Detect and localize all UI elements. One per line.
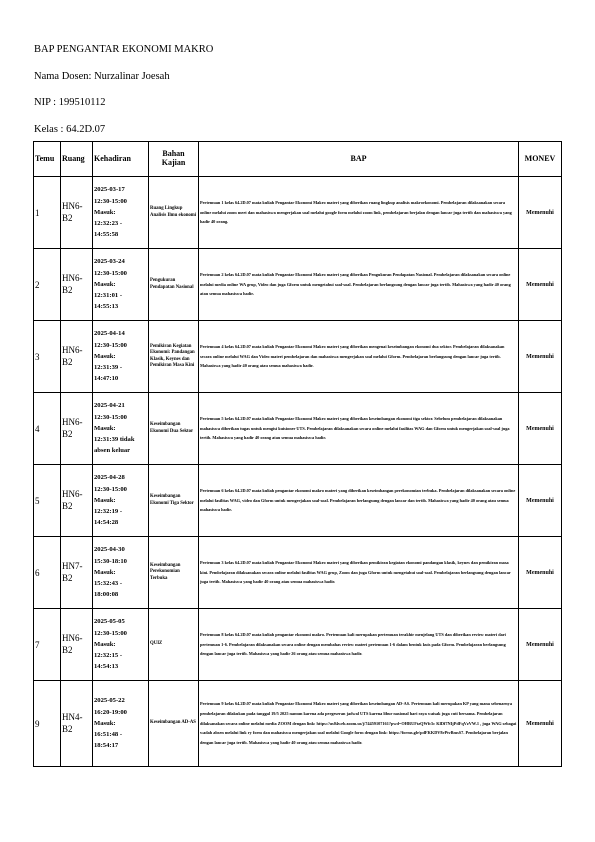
kehadiran-line: 12:31:39 tidak [94,436,135,444]
cell-ruang [61,609,93,681]
kehadiran-line: Masuk: [94,208,116,216]
kehadiran-line: 12:32:19 - [94,508,123,516]
kehadiran-line: 14:54:28 [94,519,119,527]
ruang-line: HN6- [62,633,83,644]
kehadiran-line: 2025-04-28 [94,474,125,482]
cell-temu: 1 [34,177,61,249]
cell-bap: Pertemuan 6 kelas 64.2D.07 mata kuliah pengantar ekonomi makro materi yang diberikan keseimbangan perekonomian terbuka. Pembelajaran dilaksanakan secara online melalui fasilitas WAG, video dan Gform untuk mengerjakan soal-soal. Pembelajaran berlangsung dengan lancar dan tertib. Mahasiswa yang hadir 40 orang atau semua mahasiswa hadir. [199,465,519,537]
kehadiran-line: 12:30-15:00 [94,413,127,421]
kehadiran-line: 2025-04-21 [94,402,125,410]
ruang-line: HN4- [62,712,83,723]
cell-bap: Pertemuan 8 kelas 64.2D.07 mata kuliah pengantar ekonomi makro. Pertemuan kali merupakan pertemuan terakhir menjelang UTS dan diberikan review materi dari pertemuan 1-6. Pembelajaran dilaksanakan secara online dengan membahas review materi pertemuan 1-6 dalam bentuk kuis pada Gform. Pembelajaran berlangsung dengan lancar juga tertib. Mahasiswa yang hadir 26 orang atau semua mahasiswa hadir. [199,609,519,681]
cell-kajian: QUIZ [149,609,199,681]
kehadiran-line: 2025-04-14 [94,330,125,338]
cell-temu: 7 [34,609,61,681]
kehadiran-line: Masuk: [94,496,116,504]
cell-monev: Memenuhi [519,609,562,681]
cell-temu: 6 [34,537,61,609]
ruang-line: B2 [62,212,73,223]
cell-monev: Memenuhi [519,681,562,767]
ruang-line: HN6- [62,345,83,356]
cell-temu: 5 [34,465,61,537]
table-row [34,609,562,681]
cell-kehadiran [93,537,149,609]
table-row [34,249,562,321]
kehadiran-line: Masuk: [94,640,116,648]
cell-kehadiran [93,609,149,681]
kehadiran-line: 12:31:39 - [94,364,123,372]
kehadiran-line: 15:32:43 - [94,580,123,588]
cell-monev: Memenuhi [519,177,562,249]
kehadiran-line: 12:30-15:00 [94,197,127,205]
ruang-line: B2 [62,284,73,295]
cell-monev: Memenuhi [519,465,562,537]
col-header-kehadiran: Kehadiran [93,142,149,177]
cell-monev: Memenuhi [519,393,562,465]
kehadiran-line: 12:30-15:00 [94,485,127,493]
cell-kajian: Pengukuran Pendapatan Nasional [149,249,199,321]
kehadiran-line: 12:30-15:00 [94,629,127,637]
kehadiran-line: absen keluar [94,447,131,455]
kehadiran-line: 18:00:08 [94,591,119,599]
cell-kehadiran [93,177,149,249]
ruang-line: HN6- [62,201,83,212]
document-title: BAP PENGANTAR EKONOMI MAKRO [34,44,214,55]
kehadiran-line: 2025-03-17 [94,186,125,194]
cell-temu: 3 [34,321,61,393]
ruang-line: B2 [62,723,73,734]
cell-ruang [61,681,93,767]
col-header-ruang: Ruang [61,142,93,177]
cell-ruang [61,393,93,465]
kehadiran-line: 12:30-15:00 [94,341,127,349]
ruang-line: B2 [62,500,73,511]
class-code: Kelas : 64.2D.07 [34,124,106,135]
kehadiran-line: 12:32:15 - [94,652,123,660]
kehadiran-line: Masuk: [94,280,116,288]
cell-bap: Pertemuan 2 kelas 64.2D.07 mata kuliah Pengantar Ekonomi Makro materi yang diberikan Pengukuran Pendapatan Nasional. Pembelajaran dilaksanakan secara online melalui media online WA grup, Video dan juga Gform untuk mengetahui soal-soal. Pembelajaran berlangsung dengan lancar juga tertib. Mahasiswa yang hadir 40 orang atau semua mahasiswa hadir. [199,249,519,321]
cell-kajian: Keseimbangan Ekonomi Tiga Sektor [149,465,199,537]
table-row [34,681,562,767]
cell-ruang [61,465,93,537]
kehadiran-line: 14:54:13 [94,663,119,671]
cell-monev: Memenuhi [519,249,562,321]
cell-ruang [61,321,93,393]
col-header-kajian [149,142,199,177]
col-header-kajian-line1: Bahan [162,149,185,159]
cell-monev: Memenuhi [519,321,562,393]
kehadiran-line: Masuk: [94,424,116,432]
ruang-line: B2 [62,644,73,655]
kehadiran-line: 2025-05-22 [94,697,125,705]
cell-bap: Pertemuan 4 kelas 64.2D.07 mata kuliah Pengantar Ekonomi Makro materi yang diberikan mengenai keseimbangan ekonomi dua sektor. Pembelajaran dilaksanakan secara online melalui WAG dan Video materi pembelajaran dan mahasiswa mengerjakan soal melalui Gform. Pembelajaran berlangsung dengan lancar juga tertib. Mahasiswa yang hadir 40 orang atau semua mahasiswa hadir. [199,321,519,393]
cell-bap: Pertemuan 5 kelas 64.2D.07 mata kuliah Pengantar Ekonomi Makro materi yang diberikan keseimbangan ekonomi tiga sektor. Sebelum pembelajaran dilaksanakan mahasiswa diberikan tugas untuk mengisi kuisioner UTS. Pembelajaran dilaksanakan secara online melalui fasilitas WAG dan Gform untuk mengerjakan soal-soal juga tertib. Mahasiswa yang hadir 40 orang atau semua mahasiswa hadir. [199,393,519,465]
cell-temu: 4 [34,393,61,465]
cell-temu: 9 [34,681,61,767]
table-header-row [34,142,562,177]
cell-bap: Pertemuan 3 kelas 64.2D.07 mata kuliah Pengantar Ekonomi Makro materi yang diberikan pemikiran kegiatan ekonomi pandangan klasik, keynes dan pemikiran masa kini. Pembelajaran dilaksanakan secara online melalui fasilitas WAG grup, Zoom dan juga Gform untuk mengetahui soal-soal. Pembelajaran berlangsung dengan lancar juga tertib. Mahasiswa yang hadir 40 orang atau semua mahasiswa hadir. [199,537,519,609]
cell-bap: Pertemuan 1 kelas 64.2D.07 mata kuliah Pengantar Ekonomi Makro materi yang diberikan ruang lingkup analisis makroekonomi. Pembelajaran dilaksanakan secara online melalui zoom meet dan mahasiswa mengerjakan soal melalui google form melalui zoom link, pembelajaran berjalan dengan lancar juga tertib dan mahasiswa yang hadir 40 orang. [199,177,519,249]
kehadiran-line: 12:31:01 - [94,292,123,300]
cell-kehadiran [93,681,149,767]
table-row [34,177,562,249]
cell-kehadiran [93,393,149,465]
ruang-line: HN6- [62,489,83,500]
kehadiran-line: 14:55:13 [94,303,119,311]
col-header-bap: BAP [199,142,519,177]
kehadiran-line: 18:54:17 [94,742,119,750]
cell-kajian: Ruang Lingkup Analisis Ilmu ekonomi [149,177,199,249]
kehadiran-line: Masuk: [94,568,116,576]
col-header-temu: Temu [34,142,61,177]
lecturer-name: Nama Dosen: Nurzalinar Joesah [34,71,170,82]
lecturer-nip: NIP : 199510112 [34,97,106,108]
kehadiran-line: 2025-04-30 [94,546,125,554]
table-row [34,465,562,537]
kehadiran-line: 14:47:10 [94,375,119,383]
kehadiran-line: 16:51:48 - [94,731,123,739]
table-row [34,393,562,465]
col-header-monev: MONEV [519,142,562,177]
ruang-line: B2 [62,356,73,367]
kehadiran-line: 2025-05-05 [94,618,125,626]
cell-bap: Pertemuan 9 kelas 64.2D.07 mata kuliah Pengantar Ekonomi Makro materi yang diberikan keseimbangan AD-AS. Pertemuan kali merupakan KP yang mana sebenarnya pembelajaran dilakukan pada tanggal 19/5 2025 namun karena ada pergeseran jadwal UTS karena libur nasional hari raya waisak juga cuti bersama. Pembelajaran dilaksanakan secara online melalui media ZOOM dengan link: https://us04web.zoom.us/j/74459107161?pwd=OHRUFtzQWfc5c KlDf7NIjPdFqVzVW.1 , juga WAG sebagai wadah absen melalui link ry form dan mahasiswa mengerjakan soal melalui Google form dengan link: https://forms.gle/pdFKKDV8rPtvBmsS7. Pembelajaran berjalan dengan lancar juga tertib. Mahasiswa yang hadir 40 orang atau semua mahasiswa hadir. [199,681,519,767]
col-header-kajian-line2: Kajian [161,158,186,167]
ruang-line: B2 [62,428,73,439]
cell-monev: Memenuhi [519,537,562,609]
kehadiran-line: 2025-03-24 [94,258,125,266]
table-row [34,321,562,393]
table-row [34,537,562,609]
cell-ruang [61,537,93,609]
cell-kajian: Pemikiran Kegiatan Ekonomi: Pandangan Klasik, Keynes dan Pemikiran Masa Kini [149,321,199,393]
cell-kehadiran [93,465,149,537]
kehadiran-line: Masuk: [94,719,116,727]
kehadiran-line: 15:30-18:10 [94,557,127,565]
ruang-line: HN6- [62,417,83,428]
kehadiran-line: 14:55:58 [94,231,119,239]
cell-temu: 2 [34,249,61,321]
kehadiran-line: 12:32:23 - [94,220,123,228]
cell-kajian: Keseimbangan Ekonomi Dua Sektor [149,393,199,465]
cell-ruang [61,249,93,321]
ruang-line: B2 [62,572,73,583]
ruang-line: HN6- [62,273,83,284]
cell-kehadiran [93,321,149,393]
kehadiran-line: 12:30-15:00 [94,269,127,277]
cell-kajian: Keseimbangan AD-AS [149,681,199,767]
cell-kajian: Keseimbangan Perekonomian Terbuka [149,537,199,609]
cell-ruang [61,177,93,249]
bap-table [33,141,562,767]
kehadiran-line: Masuk: [94,352,116,360]
cell-kehadiran [93,249,149,321]
kehadiran-line: 16:20-19:00 [94,708,127,716]
ruang-line: HN7- [62,561,83,572]
